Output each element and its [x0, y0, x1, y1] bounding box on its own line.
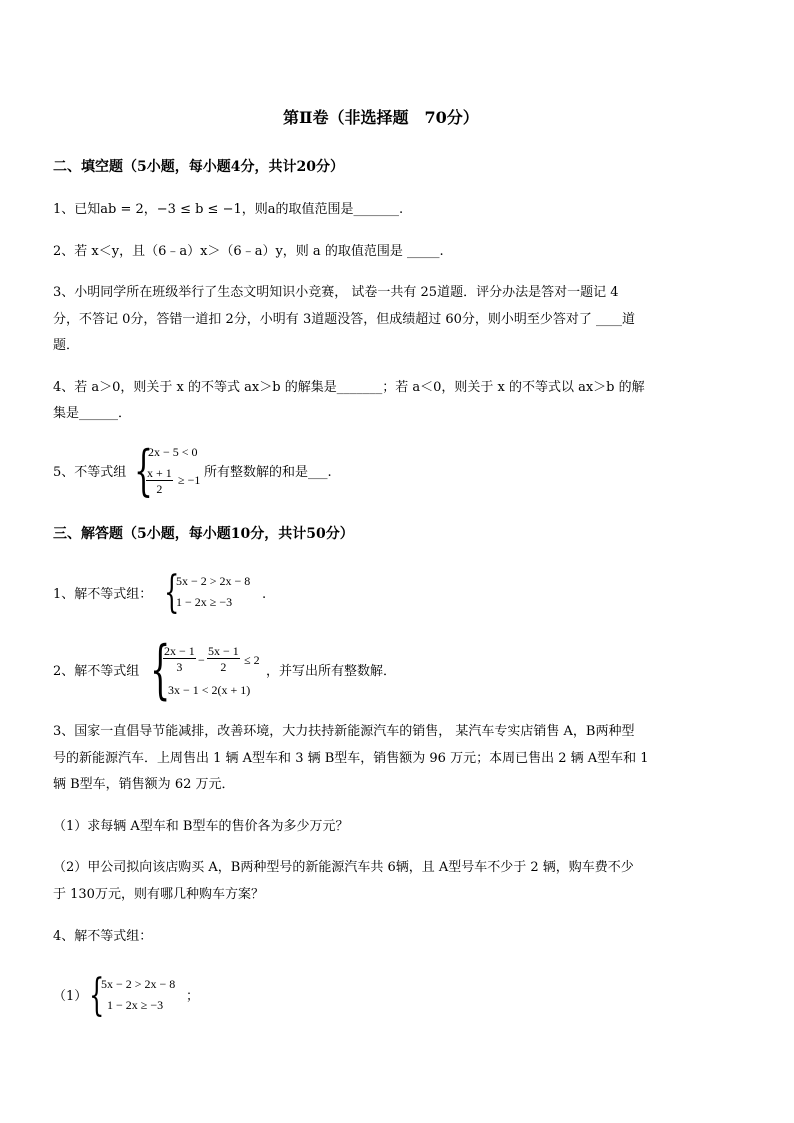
solve-question-4-prefix: 4、解不等式组： — [53, 929, 153, 944]
fraction-numerator: 2x − 1 — [164, 644, 195, 658]
fill-question-4-line-1: 4、若 a＞0，则关于 x 的不等式 ax＞b 的解集是_______；若 a＜0，则关于 x 的不等式以 ax＞b 的解 — [53, 380, 645, 395]
solve-question-2-prefix: 2、解不等式组 — [53, 664, 140, 679]
solve-section-heading: 三、解答题（5小题，每小题10分，共计50分） — [53, 526, 354, 542]
fill-question-4-line-2: 集是______． — [53, 406, 132, 421]
solve-q2-fraction-2 — [207, 645, 240, 673]
solve-q2-fraction-1 — [163, 645, 196, 673]
left-brace-icon: { — [89, 970, 105, 1021]
left-brace-icon: { — [164, 567, 180, 618]
solve-question-3-line-3: 辆 B型车，销售额为 62 万元． — [53, 777, 235, 792]
solve-question-3-line-2: 号的新能源汽车．上周售出 1 辆 A型车和 3 辆 B型车，销售额为 96 万元；本周已售出 2 辆 A型车和 1 — [53, 751, 649, 766]
fraction-denominator: 3 — [176, 660, 183, 674]
solve-question-3-sub-2-line-2: 于 130万元，则有哪几种购车方案？ — [53, 887, 264, 902]
solve-question-3-sub-2-line-1: （2）甲公司拟向该店购买 A，B两种型号的新能源汽车共 6辆，且 A型号车不少于 2 辆，购车费不少 — [53, 860, 634, 875]
left-brace-icon: { — [134, 439, 153, 502]
solve-question-3-sub-1: （1）求每辆 A型车和 B型车的售价各为多少万元？ — [53, 819, 349, 834]
fill-question-5-prefix: 5、不等式组 — [53, 465, 127, 480]
fraction-denominator: 2 — [220, 660, 227, 674]
solve-q4-inequality-1: 5x − 2 > 2x − 8 — [101, 977, 176, 991]
fraction-denominator: 2 — [156, 482, 163, 496]
fill-question-3-line-3: 题． — [53, 338, 80, 353]
fraction-numerator: 5x − 1 — [208, 644, 239, 658]
part-title: 第Ⅱ卷（非选择题 70分） — [283, 108, 479, 127]
fill-question-3-line-1: 3、小明同学所在班级举行了生态文明知识小竞赛， 试卷一共有 25道题．评分办法是答对一题记 4 — [53, 285, 619, 300]
left-brace-icon: { — [150, 633, 171, 707]
fill-q5-fraction — [146, 467, 173, 495]
solve-q1-inequality-2: 1 − 2x ≥ −3 — [176, 595, 233, 609]
solve-question-4-suffix: ； — [186, 989, 200, 1004]
solve-q2-minus: − — [198, 653, 205, 667]
solve-q2-inequality-2: 3x − 1 < 2(x + 1) — [168, 683, 251, 697]
solve-question-3-line-1: 3、国家一直倡导节能减排，改善环境，大力扶持新能源汽车的销售， 某汽车专实店销售 A，B两种型 — [53, 724, 635, 739]
solve-question-4-sub-label: （1） — [53, 989, 88, 1004]
fill-q5-inequality-1: 2x − 5 < 0 — [148, 445, 198, 459]
solve-q2-le: ≤ 2 — [244, 653, 260, 667]
fill-question-3-line-2: 分，不答记 0分，答错一道扣 2分，小明有 3道题没答，但成绩超过 60分，则小明至少答对了 ____道 — [53, 312, 636, 327]
solve-question-1-suffix: . — [262, 587, 267, 602]
fill-question-5-suffix: 所有整数解的和是___. — [204, 465, 332, 480]
fraction-numerator: x + 1 — [147, 466, 172, 480]
solve-question-1-prefix: 1、解不等式组： — [53, 587, 153, 602]
fill-question-1: 1、已知ab = 2，−3 ≤ b ≤ −1，则a的取值范围是_______. — [53, 202, 404, 217]
solve-question-2-suffix: ，并写出所有整数解． — [266, 664, 397, 679]
solve-q1-inequality-1: 5x − 2 > 2x − 8 — [176, 574, 251, 588]
fill-question-2: 2、若 x＜y，且（6﹣a）x＞（6﹣a）y，则 a 的取值范围是 _____. — [53, 244, 444, 259]
solve-q4-inequality-2: 1 − 2x ≥ −3 — [107, 998, 164, 1012]
fill-section-heading: 二、填空题（5小题，每小题4分，共计20分） — [53, 159, 344, 175]
fill-q5-inequality-2-rest: ≥ −1 — [178, 473, 201, 487]
